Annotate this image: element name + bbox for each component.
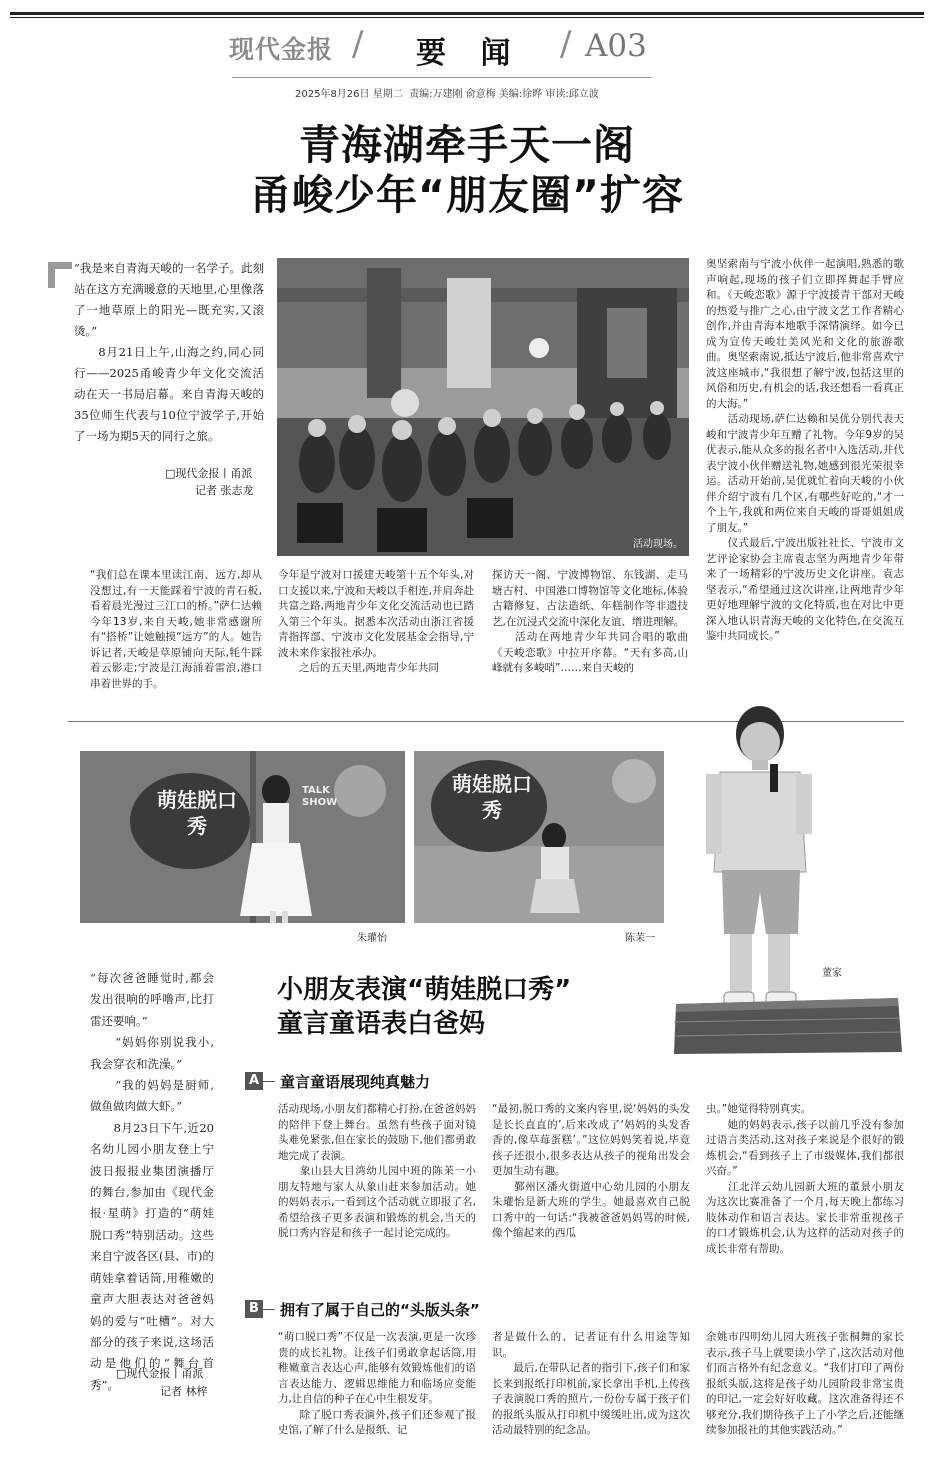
event-photo-caption: 活动现场。 <box>633 539 683 550</box>
story2-title-line1: 小朋友表演“萌娃脱口秀” <box>277 975 572 1005</box>
story1-right-column: 奥坚索南与宁波小伙伴一起演唱,熟悉的歌声响起,现场的孩子们立即挥舞起手臂应和。《天峻恋歌》源于宁波援青干部对天峻的热爱与推广之心,由宁波文艺工作者精心创作,并由青海本地歌手深情演绎。如今已成为宣传天峻壮美风光和文化的旅游歌曲。奥坚索南说,抵达宁波后,他非常喜欢宁波这座城市,“我很想了解宁波,包括这里的风俗和历史,有机会的话,我还想看一看真正的大海。” 活动现场,萨仁达赖和吴优分别代表天峻和宁波青少年互赠了礼物。今年9岁的吴优表示,能从众多的报名者中入选活动,并代表宁波小伙伴赠送礼物,她感到很光荣很幸运。活动开始前,吴优就忙着向天峻的小伙伴介绍宁波有几个区,有哪些好吃的,“才一个上午,我就和两位来自天峻的哥哥姐姐成了朋友。” 仪式最后,宁波出版社社长、宁波市文艺评论家协会主席袁志坚为两地青少年带来了一场精彩的宁波历史文化讲座。袁志坚表示,“希望通过这次讲座,让两地青少年更好地理解宁波的文化特质,也在对比中更深入地认识青海天峻的文化特色,在交流互鉴中共同成长。” <box>706 258 904 642</box>
story2-title-line2: 童言童语表白爸妈 <box>277 1009 486 1039</box>
section-b-col1: “萌口脱口秀”不仅是一次表演,更是一次珍贵的成长礼物。让孩子们勇敢拿起话筒,用稚嫩童言表达心声,能够有效锻炼他们的语言表达能力、逻辑思维能力和临场应变能力,让自信的种子在心中生根发芽。 除了脱口秀表演外,孩子们还参观了报史馆,了解了什么是报纸、记 <box>278 1331 476 1436</box>
masthead-slash-2: / <box>560 24 572 64</box>
section-a-col2: “最初,脱口秀的文案内容里,说‘妈妈的头发是长长直直的’,后来改成了‘妈妈的头发香香的,像草莓蛋糕’。”这位妈妈笑着说,毕竟孩子还很小,很多表达从孩子的视角出发会更加生动有趣。 鄞州区潘火街道中心幼儿园的小朋友朱瓘怡是新大班的学生。她最喜欢自己脱口秀中的一句话:“我被爸爸妈妈骂的时候,像个缩起来的西瓜 <box>492 1103 690 1239</box>
stage-photo-1 <box>80 751 405 923</box>
section-b-marker: B <box>245 1300 263 1318</box>
stage-photo-2-caption: 陈苿一 <box>625 933 655 944</box>
story1-byline-2: 记者 张志龙 <box>195 484 254 497</box>
story1-col-b2: 今年是宁波对口援建天峻第十五个年头,对口支援以来,宁波和天峻以手相连,并肩奔赴共富之路,两地青少年文化交流活动也已踏入第三个年头。据悉本次活动由浙江省援青指挥部、宁波市文化发展基金会指导,宁波未来作家报社承办。 之后的五天里,两地青少年共同 <box>278 569 474 674</box>
section-a-rule <box>263 1081 275 1082</box>
story1-title-line1: 青海湖牵手天一阁 <box>299 121 635 169</box>
story1-title-line2: 甬峻少年“朋友圈”扩容 <box>250 171 684 219</box>
section-a-title: 童言童语展现纯真魅力 <box>280 1073 431 1091</box>
event-photo-art <box>277 258 689 556</box>
paper-name: 现代金报 <box>229 35 334 64</box>
top-rule-thin <box>10 17 924 18</box>
boy-cutout-art <box>668 702 906 1062</box>
show-logo-2: 萌娃脱口秀 <box>452 772 532 822</box>
story1-byline-1: □现代金报丨甬派 <box>165 467 253 480</box>
boy-cutout-photo <box>668 702 906 1062</box>
dateline: 2025年8月26日 星期二 责编:万建刚 俞意梅 美编:徐晔 审读:邱立波 <box>295 89 599 100</box>
masthead-slash-1: / <box>352 24 364 64</box>
stage-photo-1-art <box>80 751 405 923</box>
stage-photo-2 <box>414 751 664 923</box>
masthead-underline <box>232 77 652 78</box>
page-number: A03 <box>585 28 647 64</box>
story2-byline-1: □现代金报丨甬派 <box>116 1367 204 1380</box>
talk-show-label: TALK SHOW <box>302 785 338 808</box>
section-a-marker: A <box>245 1072 263 1090</box>
section-name: 要 闻 <box>416 36 523 71</box>
boy-photo-caption: 董家 <box>822 968 842 979</box>
section-b-rule <box>263 1309 275 1310</box>
story1-col-b1: “我们总在课本里读江南、远方,却从没想过,有一天能踩着宁波的青石板,看着晨光漫过三江口的桥。”萨仁达赖今年13岁,来自天峻,她非常感谢所有“搭桥”让她触摸“远方”的人。她告诉记者,天峻是草原铺向天际,牦牛踩着云影走;宁波是江海涌着雷浪,港口串着世界的手。 <box>90 569 262 690</box>
section-b-col3: 余姚市四明幼儿园大班孩子张桐舞的家长表示,孩子马上就要读小学了,这次活动对他们而言格外有纪念意义。“我们打印了两份报纸头版,这将是孩子幼儿园阶段非常宝贵的印记,一定会好好收藏。这次准备得还不够充分,我们期待孩子上了小学之后,还能继续参加报社的其他实践活动。” <box>706 1331 904 1436</box>
stage-photo-1-caption: 朱瓘怡 <box>357 933 387 944</box>
show-logo-1: 萌娃脱口秀 <box>157 788 237 838</box>
section-b-title: 拥有了属于自己的“头版头条” <box>280 1301 480 1319</box>
section-a-col3: 虫。”她觉得特别真实。 她的妈妈表示,孩子以前几乎没有参加过语言类活动,这对孩子来说是个很好的锻炼机会,“看到孩子上了市级媒体,我们都很兴奋。” 江北洋云幼儿园新大班的董景小朋友为这次比赛准备了一个月,每天晚上都练习肢体动作和语言表达。家长非常重视孩子的口才锻炼机会,认为这样的活动对孩子的成长非常有帮助。 <box>706 1103 904 1255</box>
event-photo <box>277 258 689 556</box>
story1-lead: “我是来自青海天峻的一名学子。此刻站在这方充满暖意的天地里,心里像落了一地草原上的阳光—既充实,又滚烫。” 8月21日上午,山海之约,同心同行——2025甬峻青少年文化交流活动在天一书局启幕。来自青海天峻的35位师生代表与10位宁波学子,开始了一场为期5天的同行之旅。 <box>74 261 264 443</box>
quote-corner-icon <box>48 262 72 288</box>
story1-col-b3: 探访天一阁、宁波博物馆、东钱湖、走马塘古村、中国港口博物馆等文化地标,体验古籍修复、古法造纸、年糕制作等非遗技艺,在沉浸式交流中深化友谊、增进理解。 活动在两地青少年共同合唱的歌曲《天峻恋歌》中拉开序幕。“天有多高,山峰就有多峻哨”……来自天峻的 <box>492 569 688 674</box>
section-a-col1: 活动现场,小朋友们都精心打扮,在爸爸妈妈的陪伴下登上舞台。虽然有些孩子面对镜头难免紧张,但在家长的鼓励下,他们都勇敢地完成了表演。 象山县大目湾幼儿园中班的陈苿一小朋友特地与家人从象山赶来参加活动。她的妈妈表示,一看到这个活动就立即报了名,希望给孩子更多表演和锻炼的机会,当天的脱口秀内容是和孩子一起讨论完成的。 <box>278 1103 476 1239</box>
story2-lead: “每次爸爸睡觉时,都会发出很响的呼噜声,比打雷还要响。” “妈妈你别说我小,我会穿衣和洗澡。” “我的妈妈是厨师,做鱼做肉做大虾。” 8月23日下午,近20名幼儿园小朋友登上宁波日报报业集团演播厅的舞台,参加由《现代金报·星萌》打造的“萌娃脱口秀”特别活动。这些来自宁波各区(县、市)的萌娃拿着话筒,用稚嫩的童声大胆表达对爸爸妈妈的爱与“吐槽”。对大部分的孩子来说,这场活动是他们的“舞台首秀”。 <box>90 971 214 1392</box>
section-b-col2: 者是做什么的、记者证有什么用途等知识。 最后,在带队记者的指引下,孩子们和家长来到报纸打印机前,家长拿出手机,上传孩子表演脱口秀的照片,一份份专属于孩子们的报纸头版从打印机中缓缓吐出,成为这次活动最特别的纪念品。 <box>492 1331 690 1436</box>
top-rule <box>10 12 924 15</box>
story2-byline-2: 记者 林梓 <box>160 1385 208 1398</box>
